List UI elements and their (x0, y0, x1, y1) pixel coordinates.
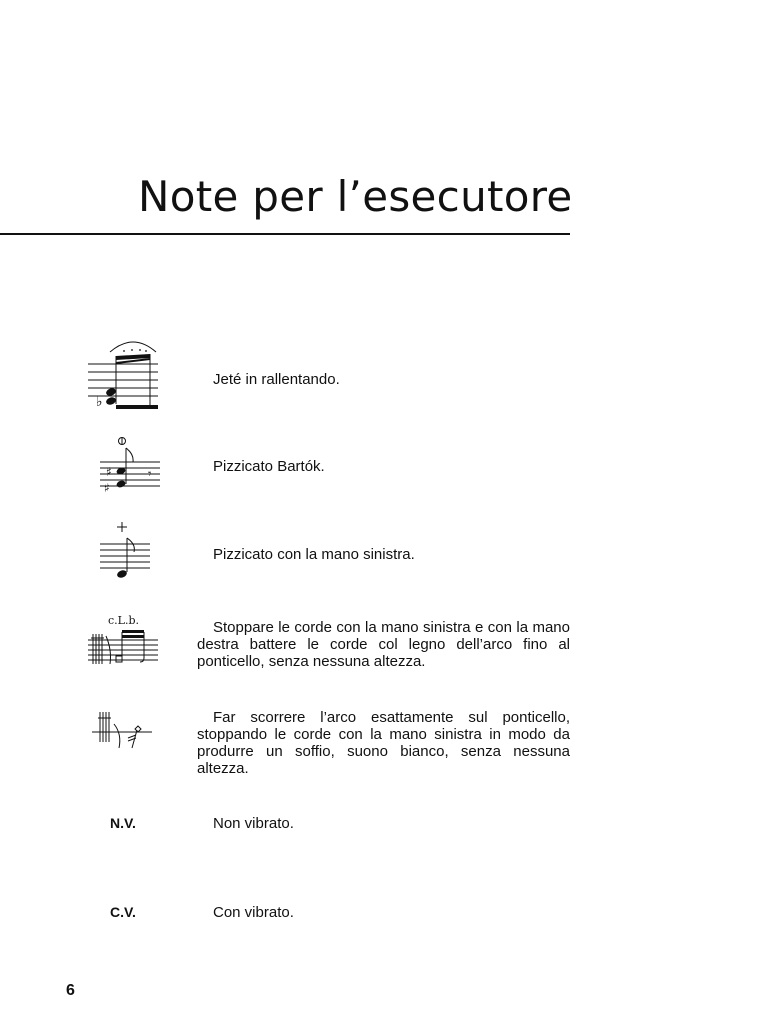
entry-description: Con vibrato. (213, 904, 294, 921)
entry-description: Stoppare le corde con la mano sinistra e con la mano destra battere le corde col legno dell’arco fino al ponticello, senza nessuna altezza. (197, 619, 570, 670)
svg-text:𝄾: 𝄾 (148, 467, 152, 482)
entry-description: Pizzicato Bartók. (213, 458, 325, 475)
entry-abbreviation: N.V. (110, 815, 136, 831)
left-hand-pizzicato-symbol (100, 520, 152, 580)
entry-description: Far scorrere l’arco esattamente sul ponticello, stoppando le corde con la mano sinistra in modo da produrre un soffio, suono bianco, senza nessuna altezza. (197, 709, 570, 777)
title-divider (0, 233, 570, 235)
jete-notation-symbol (88, 334, 160, 414)
page-number: 6 (66, 982, 75, 999)
svg-text:♯: ♯ (104, 481, 110, 495)
pizzicato-bartok-symbol (100, 434, 162, 498)
page-title: Note per l’esecutore (138, 172, 573, 221)
entry-description: Jeté in rallentando. (213, 371, 340, 388)
entry-description: Non vibrato. (213, 815, 294, 832)
bow-on-bridge-symbol (92, 708, 154, 756)
col-legno-label: c.L.b. (108, 614, 139, 627)
col-legno-symbol (88, 610, 160, 670)
svg-text:♭: ♭ (96, 394, 103, 410)
entry-abbreviation: C.V. (110, 904, 136, 920)
svg-text:♯: ♯ (106, 465, 112, 479)
entry-description: Pizzicato con la mano sinistra. (213, 546, 415, 563)
